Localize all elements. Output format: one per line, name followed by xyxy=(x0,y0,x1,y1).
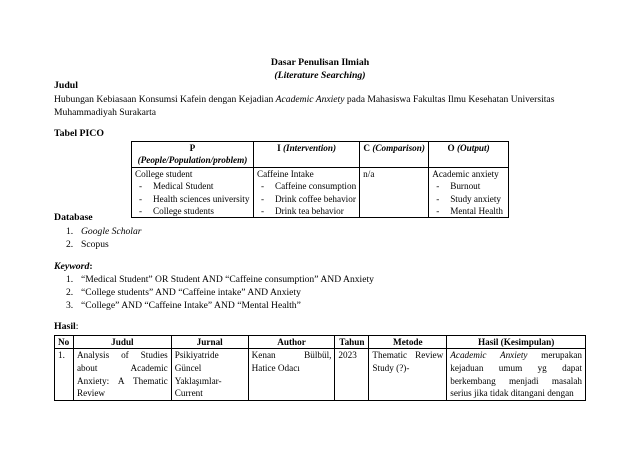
list-item: 3. “College” AND “Caffeine Intake” AND “Mental Health” xyxy=(66,300,301,312)
hasil-header-metode: Metode xyxy=(369,336,447,349)
hasil-cell-jurnal: Psikiyatride Güncel Yaklaşımlar- Current xyxy=(171,349,248,400)
pico-i-items xyxy=(253,180,359,218)
list-item: - Mental Health xyxy=(436,206,503,217)
pico-header-p: P (People/Population/problem) xyxy=(132,142,254,168)
hasil-cell-metode: Thematic Review Study (?)- xyxy=(369,349,447,400)
hasil-header-jurnal: Jurnal xyxy=(171,336,248,349)
hasil-header-tahun: Tahun xyxy=(335,336,369,349)
pico-header-i: I (Intervention) xyxy=(253,142,359,168)
pico-p-main: College student xyxy=(132,167,254,180)
hasil-header-row xyxy=(55,336,586,349)
list-item: - Drink coffee behavior xyxy=(260,193,356,204)
hasil-header-author: Author xyxy=(248,336,335,349)
page-subtitle: (Literature Searching) xyxy=(274,70,366,81)
hasil-label: Hasil: xyxy=(54,321,79,332)
hasil-cell-tahun: 2023 xyxy=(335,349,369,400)
keyword-label: Keyword: xyxy=(54,261,93,272)
hasil-table xyxy=(54,335,586,401)
list-item: - Burnout xyxy=(436,181,481,192)
database-label: Database xyxy=(54,212,93,223)
page-title: Dasar Penulisan Ilmiah xyxy=(270,57,370,68)
list-item: 2. “College students” AND “Caffeine intake” AND Anxiety xyxy=(66,287,301,299)
pico-header-row xyxy=(132,142,509,168)
judul-text: Hubungan Kebiasaan Konsumsi Kafein dengan Kejadian Academic Anxiety pada Mahasiswa Fakultas Ilmu Kesehatan Universitas Muhammadiyah Surakarta xyxy=(54,94,555,118)
judul-label: Judul xyxy=(54,80,78,91)
list-item: - College students xyxy=(139,206,214,217)
table-row xyxy=(55,349,586,400)
pico-header-o: O (Output) xyxy=(429,142,509,168)
list-item: - Health sciences university xyxy=(139,193,250,204)
pico-header-c: C (Comparison) xyxy=(360,142,429,168)
pico-i-main: Caffeine Intake xyxy=(253,167,359,180)
hasil-header-kesimpulan: Hasil (Kesimpulan) xyxy=(447,336,586,349)
hasil-header-judul: Judul xyxy=(73,336,171,349)
pico-c-items xyxy=(360,180,429,218)
pico-label: Tabel PICO xyxy=(54,128,104,139)
list-item: - Caffeine consumption xyxy=(260,181,357,192)
pico-o-main: Academic anxiety xyxy=(429,167,509,180)
list-item: - Medical Student xyxy=(139,181,214,192)
pico-main-row xyxy=(132,167,509,180)
hasil-cell-author: Kenan Bülbül, Hatice Odacı xyxy=(248,349,335,400)
list-item: 1. Google Scholar xyxy=(66,226,142,237)
database-list xyxy=(66,225,142,251)
list-item: 1. “Medical Student” OR Student AND “Caffeine consumption” AND Anxiety xyxy=(66,274,374,285)
pico-p-items xyxy=(132,180,254,218)
hasil-cell-judul: Analysis of Studies about Academic Anxiety: A Thematic Review xyxy=(73,349,171,400)
list-item: - Study anxiety xyxy=(436,193,501,204)
list-item: 2. Scopus xyxy=(66,239,109,251)
pico-table xyxy=(131,141,509,218)
pico-o-items xyxy=(429,180,509,218)
pico-items-row xyxy=(132,180,509,218)
keyword-list xyxy=(66,273,374,313)
hasil-cell-no: 1. xyxy=(55,349,74,400)
pico-c-main: n/a xyxy=(360,167,429,180)
hasil-header-no: No xyxy=(55,336,74,349)
list-item: - Drink tea behavior xyxy=(260,206,344,217)
hasil-cell-kesimpulan: Academic Anxiety merupakan kejaduan umum yg dapat berkembang menjadi masalah serius jika tidak ditangani dengan xyxy=(447,349,586,400)
